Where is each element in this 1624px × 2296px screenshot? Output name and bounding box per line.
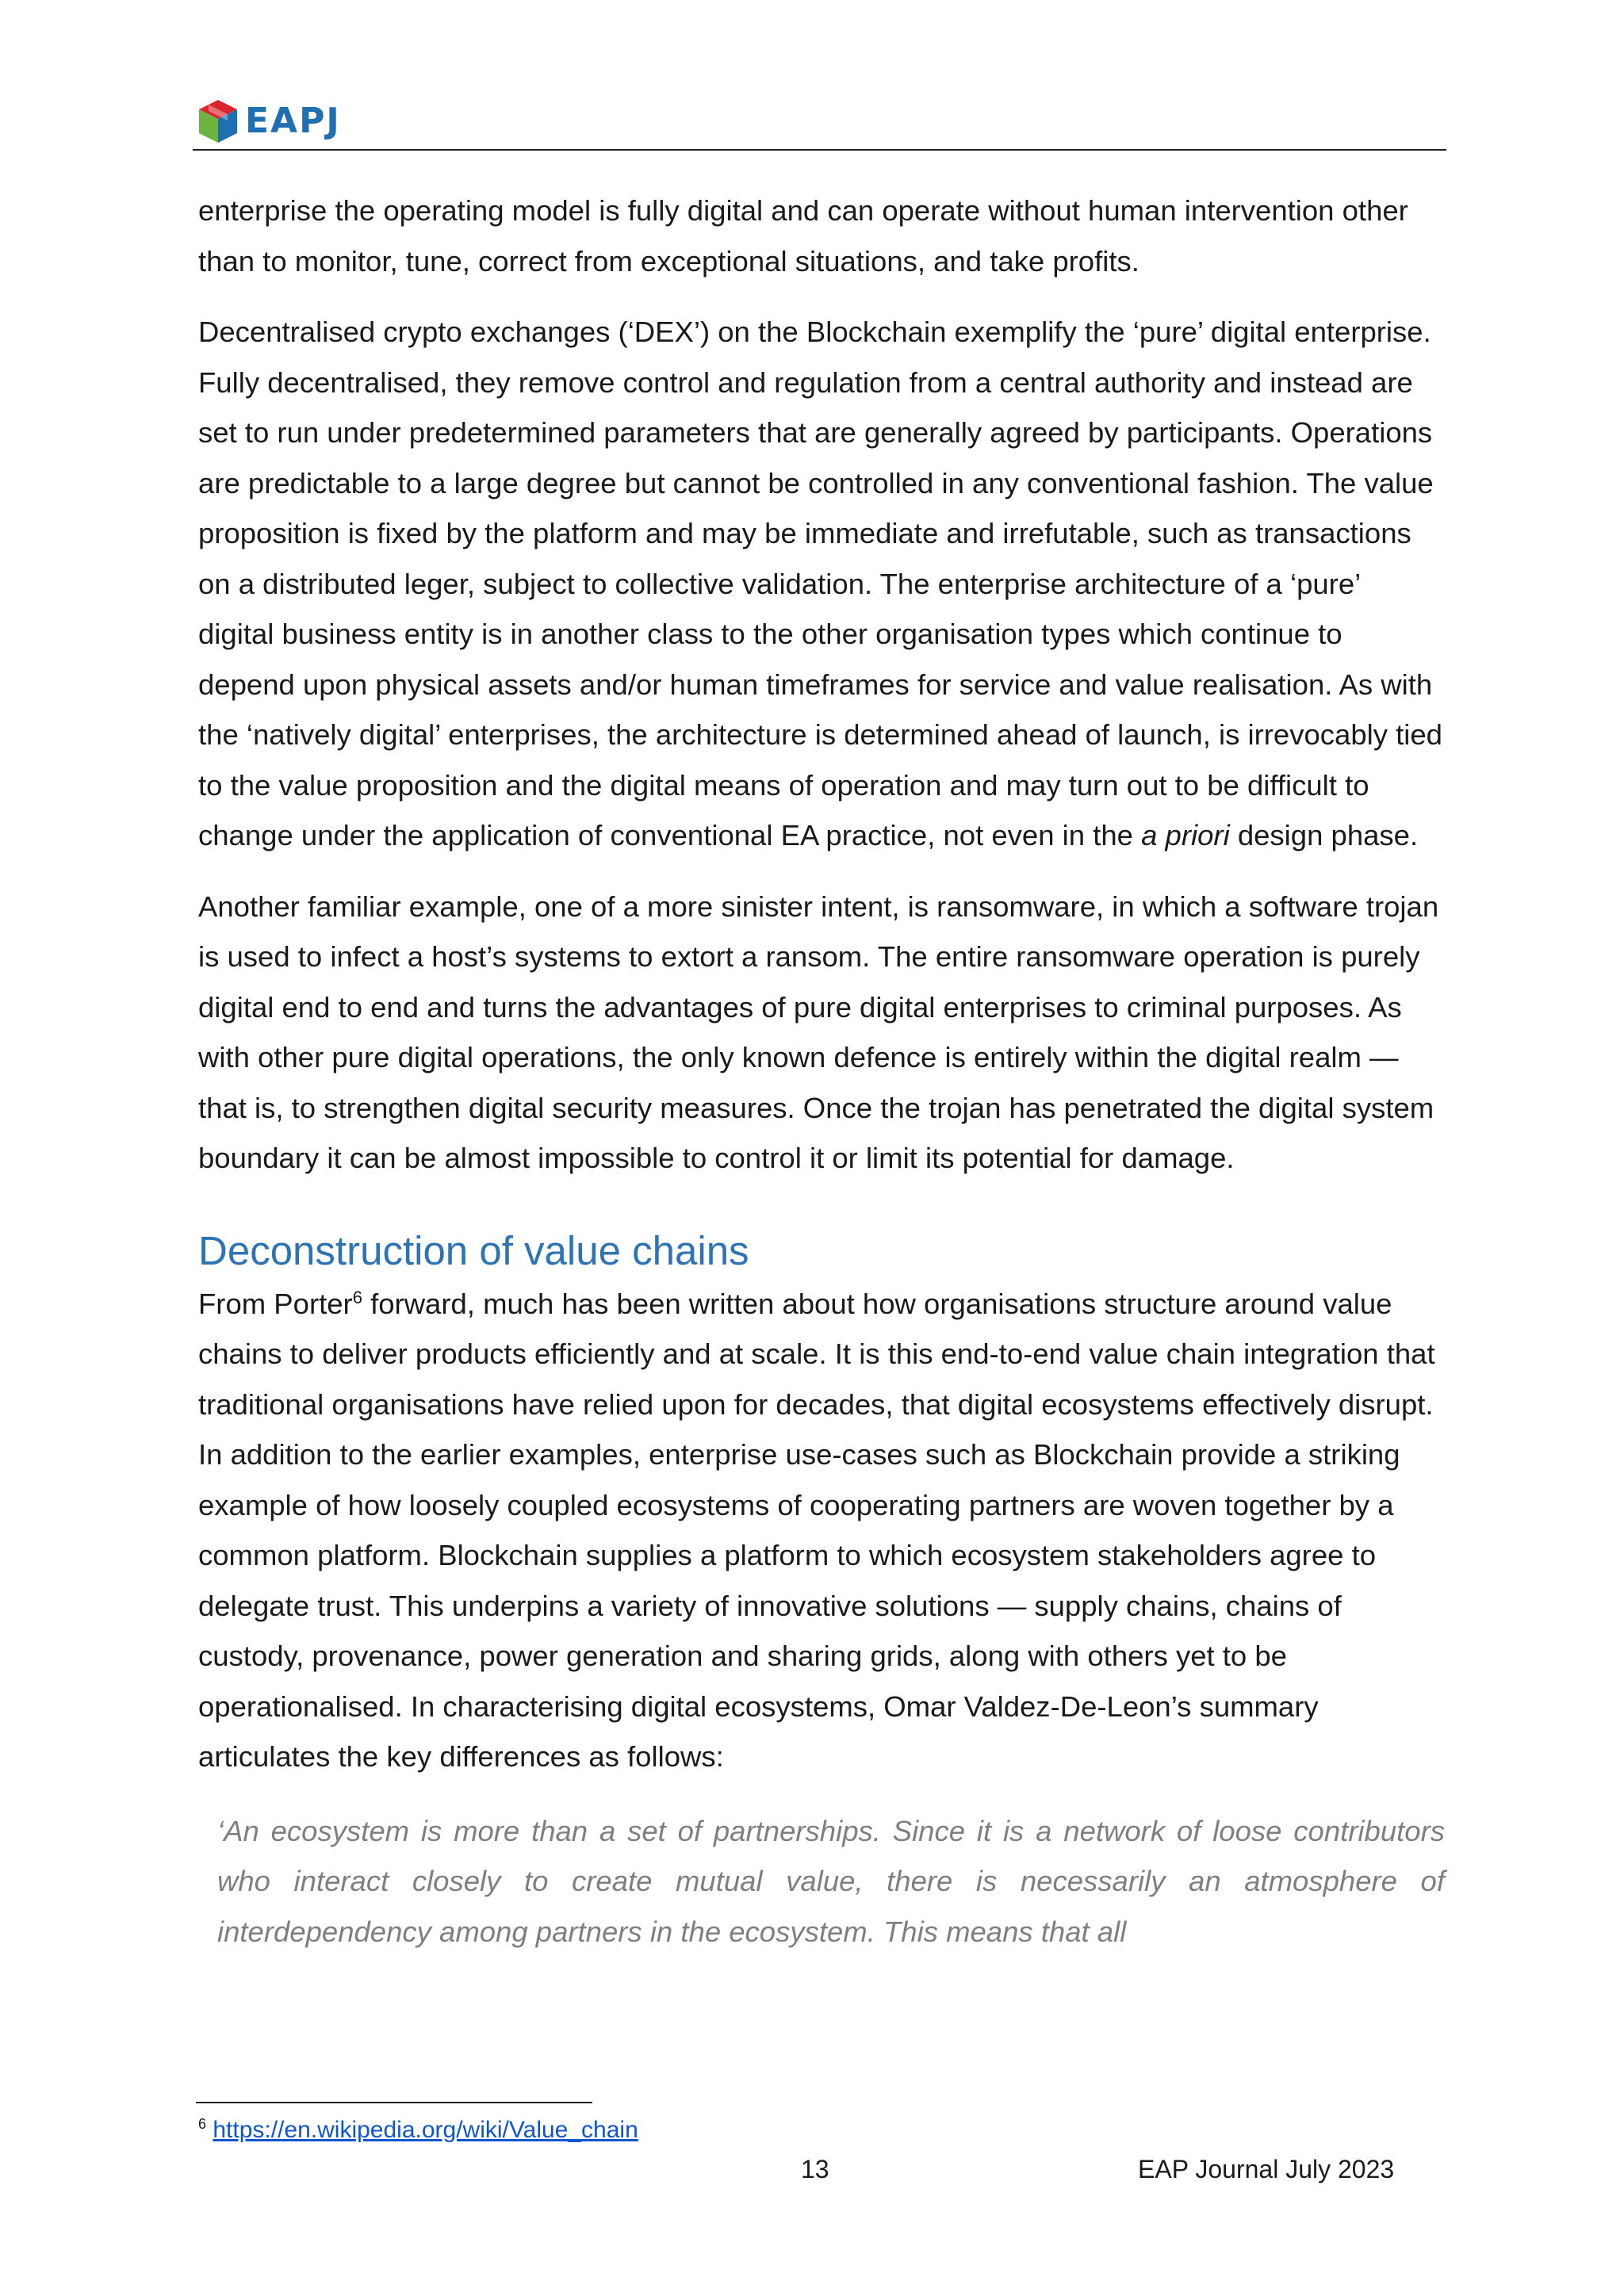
footnote-link[interactable]: https://en.wikipedia.org/wiki/Value_chain [213, 2117, 638, 2143]
page-number: 13 [801, 2155, 829, 2183]
footnote [198, 2114, 638, 2146]
footnote-number: 6 [198, 2116, 207, 2132]
header [196, 94, 341, 149]
article-body [198, 186, 1443, 1957]
eapj-cube-logo-icon [196, 97, 240, 146]
block-quote: ‘An ecosystem is more than a set of partnerships. Since it is a network of loose contributors who interact closely to create mutual value, there is necessarily an atmosphere of interdependency among partners in the ecosystem. This means that all [217, 1814, 1445, 1948]
footnote-ref[interactable]: 6 [352, 1287, 362, 1307]
paragraph-4-start: From Porter [198, 1287, 353, 1320]
header-divider [193, 149, 1446, 151]
paragraph-2-text: Decentralised crypto exchanges (‘DEX’) on the Blockchain exemplify the ‘pure’ digital enterprise. Fully decentralised, they remove control and regulation from a central authority and instead are set to run under predetermined parameters that are generally agreed by participants. Operations are predictable to a large degree but cannot be controlled in any conventional fashion. The value proposition is fixed by the platform and may be immediate and irrefutable, such as transactions on a distributed leger, subject to collective validation. The enterprise architecture of a ‘pure’ digital business entity is in another class to the other organisation types which continue to depend upon physical assets and/or human timeframes for service and value realisation. As with the ‘natively digital’ enterprises, the architecture is determined ahead of launch, is irrevocably tied to the value proposition and the digital means of operation and may turn out to be difficult to change under the application of conventional EA practice, not even in the [198, 316, 1442, 851]
footnote-divider [196, 2102, 592, 2103]
section-heading: Deconstruction of value chains [198, 1227, 749, 1273]
paragraph-2-tail: design phase. [1229, 819, 1419, 851]
journal-name: EAP Journal July 2023 [1138, 2155, 1395, 2183]
paragraph-1: enterprise the operating model is fully digital and can operate without human intervention other than to monitor, tune, correct from exceptional situations, and take profits. [198, 194, 1408, 277]
logo-text: EAPJ [245, 101, 341, 141]
paragraph-4 [198, 1279, 1443, 1782]
paragraph-2 [198, 307, 1443, 861]
paragraph-4-text: forward, much has been written about how organisations structure around value chains to deliver products efficiently and at scale. It is this end-to-end value chain integration that traditional organisations have relied upon for decades, that digital ecosystems effectively disrupt. In addition to the earlier examples, enterprise use-cases such as Blockchain provide a striking example of how loosely coupled ecosystems of cooperating partners are woven together by a common platform. Blockchain supplies a platform to which ecosystem stakeholders agree to delegate trust. This underpins a variety of innovative solutions — supply chains, chains of custody, provenance, power generation and sharing grids, along with others yet to be operationalised. In characterising digital ecosystems, Omar Valdez-De-Leon’s summary articulates the key differences as follows: [198, 1287, 1435, 1773]
paragraph-2-italic: a priori [1141, 819, 1230, 851]
paragraph-3: Another familiar example, one of a more sinister intent, is ransomware, in which a software trojan is used to infect a host’s systems to extort a ransom. The entire ransomware operation is purely digital end to end and turns the advantages of pure digital enterprises to criminal purposes. As with other pure digital operations, the only known defence is entirely within the digital realm — that is, to strengthen digital security measures. Once the trojan has penetrated the digital system boundary it can be almost impossible to control it or limit its potential for damage. [198, 890, 1439, 1174]
